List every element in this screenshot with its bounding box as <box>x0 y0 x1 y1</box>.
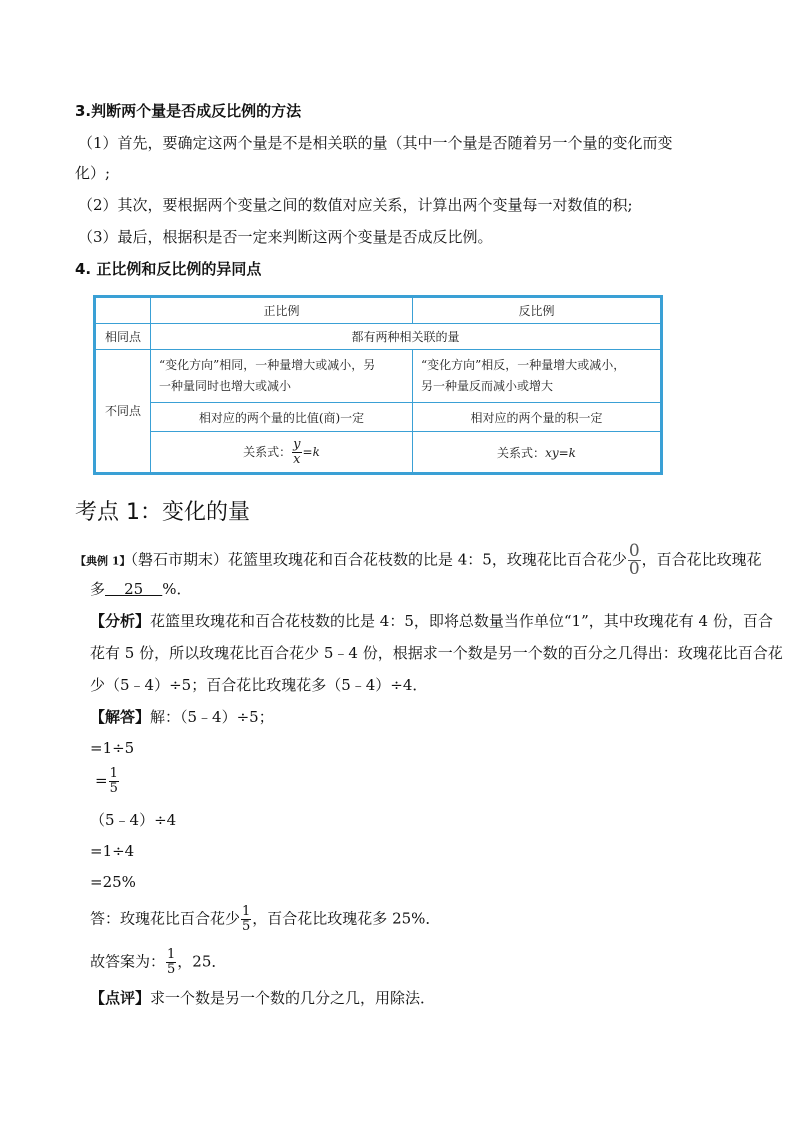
direct-change-direction <box>151 350 413 403</box>
example-stem-line-2 <box>90 579 192 599</box>
diff-point-label: 不同点 <box>96 350 151 473</box>
solution-step-4: =1÷4 <box>90 842 135 860</box>
analysis-text-1: 花篮里玫瑰花和百合花枝数的比是 4：5，即将总数量当作单位“1”，其中玫瑰花有 4 份，百合 <box>150 612 773 630</box>
example-stem-part-2: ，百合花比玫瑰花 <box>641 550 762 569</box>
table-corner-cell <box>96 298 151 324</box>
direct-formula-numerator: y <box>293 436 301 452</box>
section-3-title: 3.判断两个量是否成反比例的方法 <box>75 102 302 120</box>
table-row-diff-rule <box>96 403 661 432</box>
solution-first-step: 解：（5﹣4）÷5； <box>150 708 274 726</box>
section-3-point-3: （3）最后，根据积是否一定来判断这两个变量是否成反比例。 <box>78 228 493 246</box>
final-answer-suffix: ，25． <box>177 952 227 971</box>
direct-formula-label: 关系式： <box>243 444 292 459</box>
inverse-change-line-2: 另一种量反而减小或增大 <box>421 379 554 393</box>
inverse-change-line-1: “变化方向”相反，一种量增大或减小， <box>421 358 626 372</box>
table-row-diff-formula <box>96 432 661 473</box>
example-blank-numerator: 0 <box>628 541 640 561</box>
solution-step-2 <box>95 767 120 796</box>
answer-fraction <box>241 905 251 934</box>
final-answer-fraction <box>166 948 176 977</box>
solution-step-2-numerator: 1 <box>109 766 118 781</box>
inverse-formula <box>413 432 661 473</box>
kaodian-heading: 考点 1：变化的量 <box>75 500 250 525</box>
direct-formula-denominator: x <box>293 451 301 467</box>
inverse-formula-label: 关系式： <box>497 445 546 460</box>
comment-label: 【点评】 <box>90 989 151 1007</box>
inverse-rule: 相对应的两个量的积一定 <box>413 403 661 432</box>
example-stem-line-2-suffix: %． <box>162 580 192 598</box>
answer-prefix: 答：玫瑰花比百合花少 <box>90 909 241 928</box>
analysis-line-1 <box>90 611 773 631</box>
direct-formula <box>151 432 413 473</box>
example-stem-line-2-prefix: 多 <box>90 580 106 598</box>
inverse-formula-expression: xy=k <box>545 445 576 460</box>
final-answer-numerator: 1 <box>167 947 176 962</box>
section-3-point-2: （2）其次，要根据两个变量之间的数值对应关系，计算出两个变量每一对数值的积; <box>78 196 633 214</box>
solution-step-2-fraction <box>109 767 119 796</box>
example-answer-blank: 25 <box>105 580 163 598</box>
comparison-table <box>93 295 663 475</box>
analysis-label: 【分析】 <box>90 612 151 630</box>
table-row-diff-change <box>96 350 661 403</box>
analysis-line-3: 少（5﹣4）÷5；百合花比玫瑰花多（5﹣4）÷4． <box>90 676 428 694</box>
analysis-line-2: 花有 5 份，所以玫瑰花比百合花少 5﹣4 份，根据求一个数是另一个数的百分之几得出：玫瑰花比百合花 <box>90 644 783 662</box>
same-point-label: 相同点 <box>96 324 151 350</box>
solution-step-3: （5﹣4）÷4 <box>90 811 177 829</box>
example-stem-part-1: （磐石市期末）花篮里玫瑰花和百合花枝数的比是 4：5，玫瑰花比百合花少 <box>130 550 627 569</box>
table-row-same <box>96 324 661 350</box>
direct-formula-fraction <box>292 438 301 467</box>
answer-numerator: 1 <box>242 904 251 919</box>
solution-step-2-equals: = <box>95 771 108 790</box>
comment-line <box>90 988 435 1008</box>
solution-label: 【解答】 <box>90 708 151 726</box>
example-blank-fraction <box>628 543 641 578</box>
direct-change-line-2: 一种量同时也增大或减小 <box>159 379 292 393</box>
final-answer-denominator: 5 <box>167 962 176 977</box>
table-header-row <box>96 298 661 324</box>
solution-step-5: =25% <box>90 873 136 891</box>
header-inverse-proportion: 反比例 <box>413 298 661 324</box>
direct-formula-result: =k <box>302 444 320 459</box>
example-tag: 【典例 1】 <box>75 554 131 568</box>
example-stem-line-1 <box>75 543 762 578</box>
answer-line <box>90 905 440 934</box>
solution-line-1 <box>90 707 274 727</box>
comment-text: 求一个数是另一个数的几分之几，用除法． <box>150 989 436 1007</box>
same-point-text: 都有两种相关联的量 <box>151 324 661 350</box>
final-answer-prefix: 故答案为： <box>90 952 166 971</box>
section-4-title: 4. 正比例和反比例的异同点 <box>75 260 262 278</box>
section-3-point-1-cont: 化）; <box>75 164 111 182</box>
header-direct-proportion: 正比例 <box>151 298 413 324</box>
final-answer-line <box>90 948 226 977</box>
answer-denominator: 5 <box>242 919 251 934</box>
answer-suffix: ，百合花比玫瑰花多 25%． <box>252 909 441 928</box>
example-blank-denominator: 0 <box>628 559 640 579</box>
direct-rule: 相对应的两个量的比值(商)一定 <box>151 403 413 432</box>
solution-step-2-denominator: 5 <box>109 781 118 796</box>
direct-change-line-1: “变化方向”相同，一种量增大或减小，另 <box>159 358 376 372</box>
solution-step-1: =1÷5 <box>90 739 135 757</box>
section-3-point-1: （1）首先，要确定这两个量是不是相关联的量（其中一个量是否随着另一个量的变化而变 <box>78 134 673 152</box>
inverse-change-direction <box>413 350 661 403</box>
